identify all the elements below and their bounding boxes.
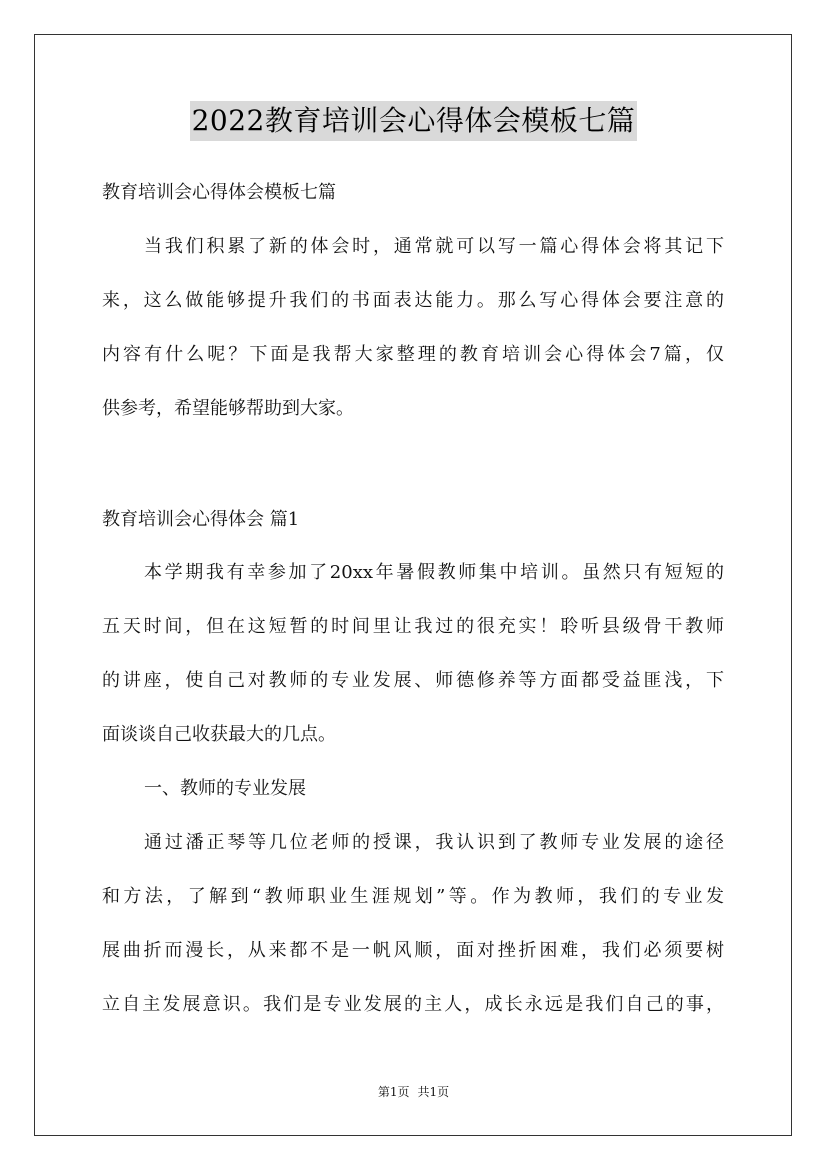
paragraph-line: 面谈谈自己收获最大的几点。	[102, 724, 336, 745]
paragraph-line: 展曲折而漫长，从来都不是一帆风顺，面对挫折困难，我们必须要树	[102, 940, 724, 961]
paragraph-line: 立自主发展意识。我们是专业发展的主人，成长永远是我们自己的事，	[102, 994, 724, 1015]
intro-line: 内容有什么呢？下面是我帮大家整理的教育培训会心得体会7篇，仅	[102, 344, 724, 365]
paragraph-line: 的讲座，使自己对教师的专业发展、师德修养等方面都受益匪浅，下	[102, 670, 724, 691]
paragraph-line: 五天时间，但在这短暂的时间里让我过的很充实！聆听县级骨干教师	[102, 616, 724, 637]
section-heading: 教育培训会心得体会 篇1	[102, 509, 300, 530]
intro-line: 供参考，希望能够帮助到大家。	[102, 398, 354, 419]
paragraph-line: 通过潘正琴等几位老师的授课，我认识到了教师专业发展的途径	[144, 832, 724, 853]
intro-line: 当我们积累了新的体会时，通常就可以写一篇心得体会将其记下	[144, 236, 724, 257]
subheading: 一、教师的专业发展	[144, 778, 306, 799]
paragraph-line: 和方法，了解到“教师职业生涯规划”等。作为教师，我们的专业发	[102, 886, 724, 907]
document-title: 2022教育培训会心得体会模板七篇	[190, 101, 638, 141]
page-number: 第1页	[377, 1085, 410, 1099]
paragraph-line: 本学期我有幸参加了20xx年暑假教师集中培训。虽然只有短短的	[144, 562, 724, 583]
page-footer	[0, 1083, 827, 1101]
document-subtitle: 教育培训会心得体会模板七篇	[102, 182, 336, 203]
intro-line: 来，这么做能够提升我们的书面表达能力。那么写心得体会要注意的	[102, 290, 724, 311]
page-total: 共1页	[417, 1085, 450, 1099]
title-container	[0, 101, 827, 141]
